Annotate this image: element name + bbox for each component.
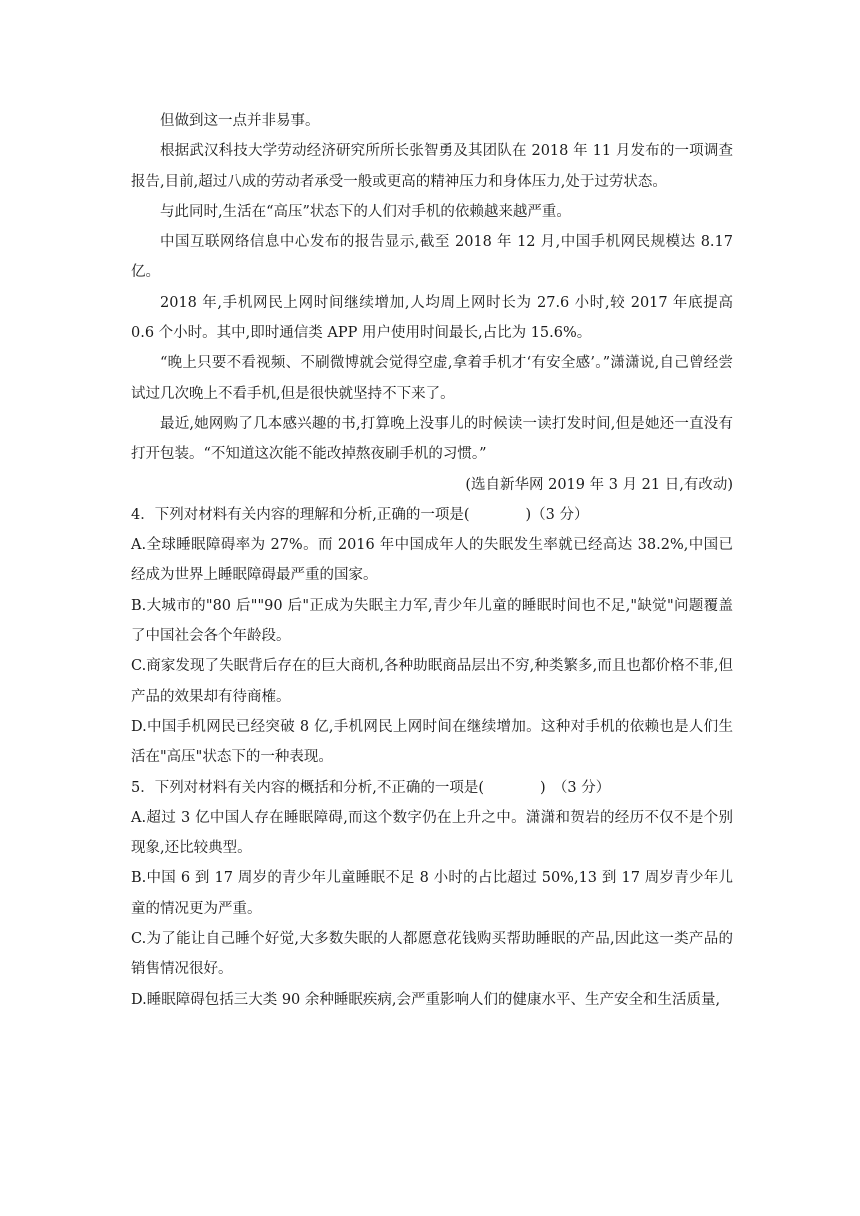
option-c: C.为了能让自己睡个好觉,大多数失眠的人都愿意花钱购买帮助睡眠的产品,因此这一类产品的销售情况很好。 bbox=[131, 931, 733, 978]
question-stem bbox=[131, 500, 733, 530]
question-score: ) （3 分） bbox=[540, 779, 611, 796]
document-page bbox=[131, 106, 733, 1015]
paragraph: 最近,她网购了几本感兴趣的书,打算晚上没事儿的时候读一读打发时间,但是她还一直没有打开包装。“不知道这次能不能改掉熬夜刷手机的习惯。” bbox=[131, 415, 733, 463]
question-score: )（3 分） bbox=[525, 506, 589, 523]
option-a: A.全球睡眠障碍率为 27%。而 2016 年中国成年人的失眠发生率就已经高达 38.2%,中国已经成为世界上睡眠障碍最严重的国家。 bbox=[131, 537, 733, 584]
option-c: C.商家发现了失眠背后存在的巨大商机,各种助眠商品层出不穷,种类繁多,而且也都价格不菲,但产品的效果却有待商榷。 bbox=[131, 658, 733, 705]
question-stem bbox=[131, 773, 733, 803]
option-d: D.睡眠障碍包括三大类 90 余种睡眠疾病,会严重影响人们的健康水平、生产安全和生活质量, bbox=[131, 991, 721, 1008]
paragraph: “晚上只要不看视频、不刷微博就会觉得空虚,拿着手机才‘有安全感’。”潇潇说,自己曾经尝试过几次晚上不看手机,但是很快就坚持不下来了。 bbox=[131, 355, 733, 402]
paragraph: 但做到这一点并非易事。 bbox=[160, 113, 320, 129]
paragraph: 中国互联网络信息中心发布的报告显示,截至 2018 年 12 月,中国手机网民规模达 8.17 亿。 bbox=[131, 234, 733, 281]
source-citation: (选自新华网 2019 年 3 月 21 日,有改动) bbox=[465, 476, 733, 493]
question-5 bbox=[131, 773, 733, 1015]
option-b: B.中国 6 到 17 周岁的青少年儿童睡眠不足 8 小时的占比超过 50%,13 到 17 周岁青少年儿童的情况更为严重。 bbox=[131, 870, 733, 917]
paragraph: 与此同时,生活在“高压”状态下的人们对手机的依赖越来越严重。 bbox=[160, 203, 571, 220]
question-stem-text: 4．下列对材料有关内容的理解和分析,正确的一项是( bbox=[131, 506, 470, 523]
option-d: D.中国手机网民已经突破 8 亿,手机网民上网时间在继续增加。这种对手机的依赖也是人们生活在"高压"状态下的一种表现。 bbox=[131, 718, 733, 766]
paragraph: 根据武汉科技大学劳动经济研究所所长张智勇及其团队在 2018 年 11 月发布的一项调查报告,目前,超过八成的劳动者承受一般或更高的精神压力和身体压力,处于过劳状态。 bbox=[131, 143, 733, 190]
paragraph: 2018 年,手机网民上网时间继续增加,人均周上网时长为 27.6 小时,较 2017 年底提高 0.6 个小时。其中,即时通信类 APP 用户使用时间最长,占比为 15.6%。 bbox=[131, 294, 733, 342]
question-4 bbox=[131, 500, 733, 773]
question-stem-text: 5．下列对材料有关内容的概括和分析,不正确的一项是( bbox=[131, 779, 484, 796]
option-a: A.超过 3 亿中国人存在睡眠障碍,而这个数字仍在上升之中。潇潇和贺岩的经历不仅不是个别现象,还比较典型。 bbox=[131, 809, 733, 857]
option-b: B.大城市的"80 后""90 后"正成为失眠主力军,青少年儿童的睡眠时间也不足,"缺觉"问题覆盖了中国社会各个年龄段。 bbox=[131, 597, 733, 645]
passage bbox=[131, 106, 733, 500]
